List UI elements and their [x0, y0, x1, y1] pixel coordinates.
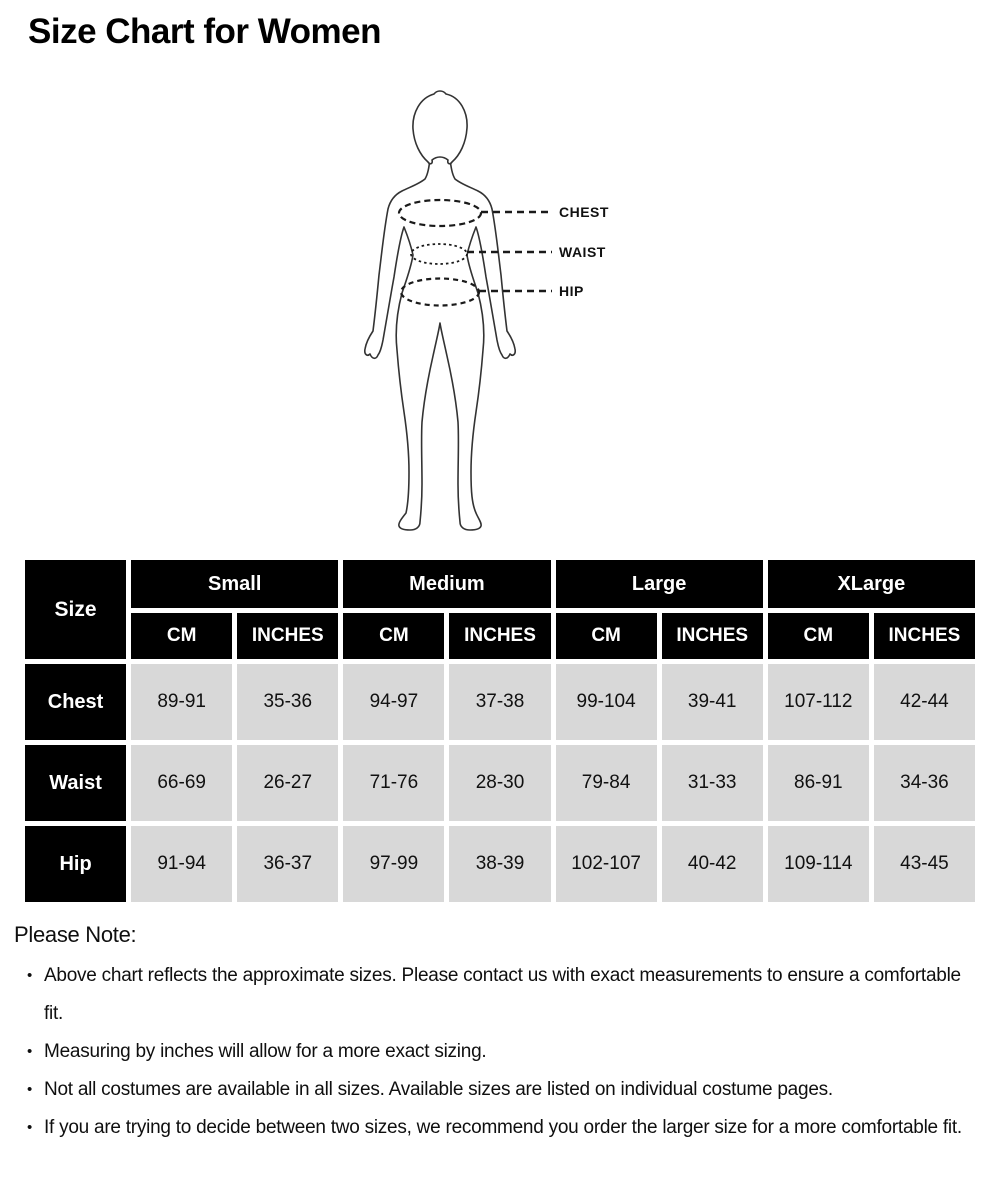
- table-unit-small-inches: INCHES: [237, 613, 338, 659]
- chest-small-inches: 35-36: [237, 664, 338, 740]
- waist-small-cm: 66-69: [131, 745, 232, 821]
- hip-medium-inches: 38-39: [449, 826, 550, 902]
- table-unit-small-cm: CM: [131, 613, 232, 659]
- size-table: [25, 560, 975, 902]
- hip-xlarge-cm: 109-114: [768, 826, 869, 902]
- notes-heading: Please Note:: [14, 922, 137, 947]
- chest-medium-inches: 37-38: [449, 664, 550, 740]
- note-item-availability: • Not all costumes are available in all sizes. Available sizes are listed on individual costume pages.: [14, 1071, 982, 1109]
- body-measurement-diagram: [340, 85, 660, 555]
- hip-label: HIP: [559, 283, 584, 299]
- table-group-large: Large: [556, 560, 763, 608]
- table-unit-xlarge-cm: CM: [768, 613, 869, 659]
- chest-large-inches: 39-41: [662, 664, 763, 740]
- chest-medium-cm: 94-97: [343, 664, 444, 740]
- waist-xlarge-inches: 34-36: [874, 745, 975, 821]
- female-figure-svg: [340, 85, 660, 555]
- table-group-small: Small: [131, 560, 338, 608]
- notes-section: [14, 922, 982, 1147]
- waist-small-inches: 26-27: [237, 745, 338, 821]
- waist-medium-inches: 28-30: [449, 745, 550, 821]
- table-unit-large-inches: INCHES: [662, 613, 763, 659]
- waist-label: WAIST: [559, 244, 606, 260]
- chest-xlarge-inches: 42-44: [874, 664, 975, 740]
- page-title: Size Chart for Women: [28, 12, 382, 51]
- hip-small-cm: 91-94: [131, 826, 232, 902]
- notes-list: [14, 957, 982, 1147]
- table-group-medium: Medium: [343, 560, 550, 608]
- chest-small-cm: 89-91: [131, 664, 232, 740]
- table-unit-medium-cm: CM: [343, 613, 444, 659]
- table-corner-size: Size: [25, 560, 126, 659]
- table-unit-large-cm: CM: [556, 613, 657, 659]
- table-unit-medium-inches: INCHES: [449, 613, 550, 659]
- hip-xlarge-inches: 43-45: [874, 826, 975, 902]
- note-item-approximate-sizes: • Above chart reflects the approximate sizes. Please contact us with exact measurements to ensure a comfortable fit.: [14, 957, 982, 1033]
- chest-large-cm: 99-104: [556, 664, 657, 740]
- hip-large-inches: 40-42: [662, 826, 763, 902]
- hip-small-inches: 36-37: [237, 826, 338, 902]
- table-unit-xlarge-inches: INCHES: [874, 613, 975, 659]
- note-item-measuring-inches: • Measuring by inches will allow for a more exact sizing.: [14, 1033, 982, 1071]
- waist-medium-cm: 71-76: [343, 745, 444, 821]
- note-item-order-larger: • If you are trying to decide between two sizes, we recommend you order the larger size for a more comfortable fit.: [14, 1109, 982, 1147]
- row-label-waist: Waist: [25, 745, 126, 821]
- body-outline: [365, 159, 515, 530]
- row-label-hip: Hip: [25, 826, 126, 902]
- hip-large-cm: 102-107: [556, 826, 657, 902]
- chest-label: CHEST: [559, 204, 609, 220]
- hip-medium-cm: 97-99: [343, 826, 444, 902]
- head-outline: [413, 91, 467, 164]
- row-label-chest: Chest: [25, 664, 126, 740]
- table-group-xlarge: XLarge: [768, 560, 975, 608]
- waist-large-cm: 79-84: [556, 745, 657, 821]
- waist-xlarge-cm: 86-91: [768, 745, 869, 821]
- waist-large-inches: 31-33: [662, 745, 763, 821]
- chest-xlarge-cm: 107-112: [768, 664, 869, 740]
